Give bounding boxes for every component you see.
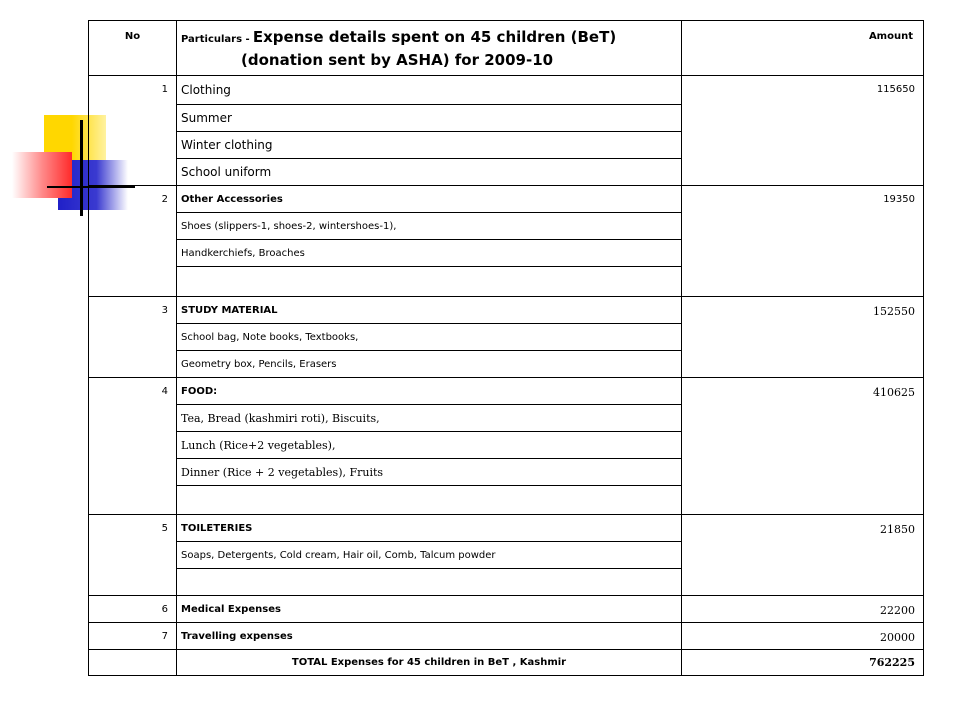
total-amount: 762225 (682, 650, 924, 676)
amount-cell: 410625 (682, 378, 924, 515)
item-label: School bag, Note books, Textbooks, (177, 324, 682, 351)
row-number: 6 (89, 596, 177, 623)
item-label (177, 569, 682, 596)
header-amount: Amount (682, 21, 924, 76)
amount-cell: 115650 (682, 76, 924, 186)
item-label: Winter clothing (177, 132, 682, 159)
item-label: Lunch (Rice+2 vegetables), (177, 432, 682, 459)
amount-cell: 19350 (682, 186, 924, 297)
category-label: Medical Expenses (177, 596, 682, 623)
item-label: Shoes (slippers-1, shoes-2, wintershoes-1), (177, 213, 682, 240)
particulars-prefix: Particulars - (181, 34, 250, 45)
amount-cell: 152550 (682, 297, 924, 378)
category-label: STUDY MATERIAL (177, 297, 682, 324)
amount-cell: 20000 (682, 623, 924, 650)
header-row (89, 21, 924, 76)
title-line-1: Expense details spent on 45 children (BeT) (252, 28, 617, 46)
item-label (177, 486, 682, 515)
category-label: Clothing (177, 76, 682, 105)
item-label: Dinner (Rice + 2 vegetables), Fruits (177, 459, 682, 486)
decor-vertical-line (80, 120, 83, 216)
table-row (89, 186, 924, 213)
row-number: 7 (89, 623, 177, 650)
table-row (89, 378, 924, 405)
row-number: 3 (89, 297, 177, 378)
table-row (89, 596, 924, 623)
table-row (89, 623, 924, 650)
header-particulars (177, 21, 682, 76)
row-number: 2 (89, 186, 177, 297)
item-label: Tea, Bread (kashmiri roti), Biscuits, (177, 405, 682, 432)
table-row (89, 76, 924, 105)
item-label: Geometry box, Pencils, Erasers (177, 351, 682, 378)
amount-cell: 21850 (682, 515, 924, 596)
amount-cell: 22200 (682, 596, 924, 623)
total-row (89, 650, 924, 676)
item-label: Soaps, Detergents, Cold cream, Hair oil, Comb, Talcum powder (177, 542, 682, 569)
row-number: 5 (89, 515, 177, 596)
title-line-2: (donation sent by ASHA) for 2009-10 (241, 51, 554, 69)
category-label: TOILETERIES (177, 515, 682, 542)
table-row (89, 297, 924, 324)
category-label: Other Accessories (177, 186, 682, 213)
item-label: School uniform (177, 159, 682, 186)
total-no-cell (89, 650, 177, 676)
category-label: Travelling expenses (177, 623, 682, 650)
item-label (177, 267, 682, 297)
category-label: FOOD: (177, 378, 682, 405)
row-number: 1 (89, 76, 177, 186)
header-no: No (89, 21, 177, 76)
table-row (89, 515, 924, 542)
decor-red-square (12, 152, 72, 198)
total-label: TOTAL Expenses for 45 children in BeT , Kashmir (177, 650, 682, 676)
item-label: Handkerchiefs, Broaches (177, 240, 682, 267)
expense-table (88, 20, 924, 676)
item-label: Summer (177, 105, 682, 132)
row-number: 4 (89, 378, 177, 515)
